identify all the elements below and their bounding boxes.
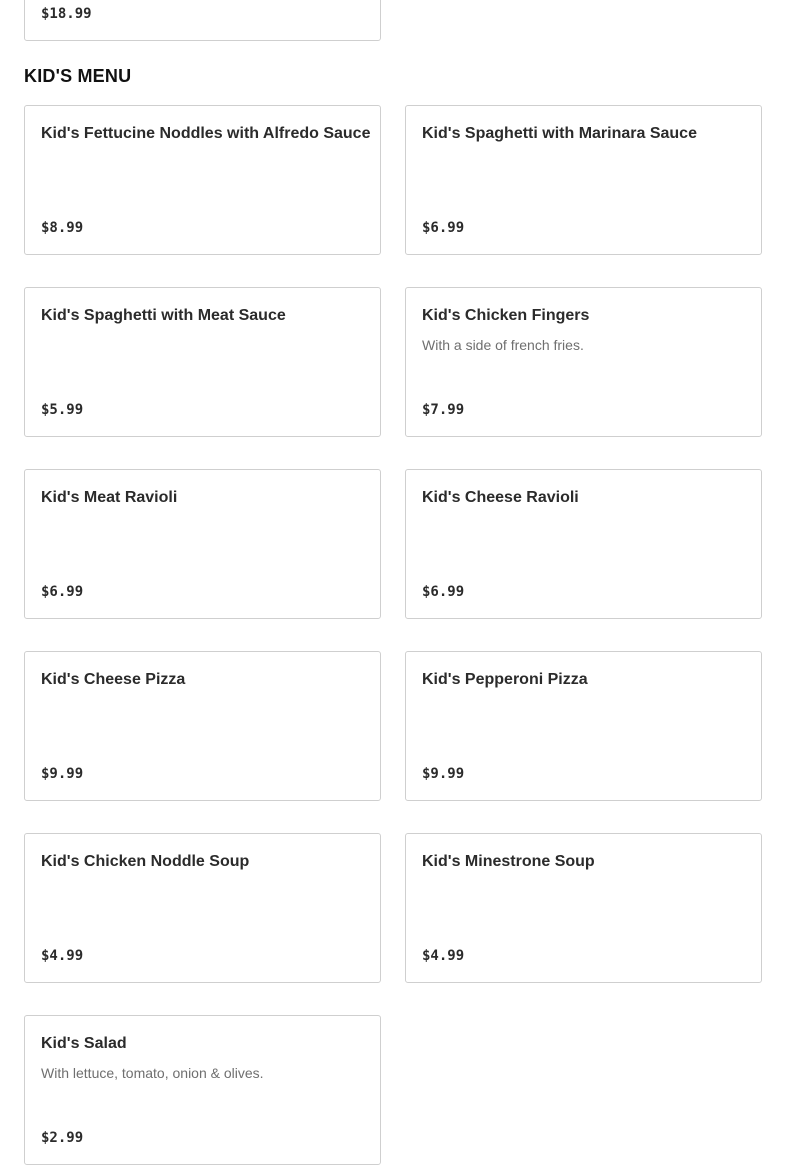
item-description: With lettuce, tomato, onion & olives. <box>41 1065 264 1081</box>
item-name: Kid's Spaghetti with Marinara Sauce <box>422 125 697 142</box>
item-name: Kid's Cheese Pizza <box>41 671 186 688</box>
item-name: Kid's Spaghetti with Meat Sauce <box>41 307 286 324</box>
menu-item-card[interactable] <box>405 833 762 983</box>
item-price: $6.99 <box>41 584 84 600</box>
item-price: $5.99 <box>41 402 84 418</box>
item-price: $9.99 <box>422 766 465 782</box>
item-price: $4.99 <box>422 948 465 964</box>
item-description: With a side of french fries. <box>422 337 584 353</box>
menu-item-card[interactable] <box>24 287 381 437</box>
item-name: Kid's Meat Ravioli <box>41 489 178 506</box>
item-price: $7.99 <box>422 402 465 418</box>
menu-item-card[interactable] <box>24 105 381 255</box>
item-price: $2.99 <box>41 1130 84 1146</box>
item-name: Kid's Chicken Fingers <box>422 307 590 324</box>
menu-item-card[interactable] <box>405 105 762 255</box>
item-price: $8.99 <box>41 220 84 236</box>
item-price: $6.99 <box>422 584 465 600</box>
item-price: $9.99 <box>41 766 84 782</box>
section-title-kids-menu: KID'S MENU <box>24 66 132 86</box>
item-name: Kid's Chicken Noddle Soup <box>41 853 250 870</box>
menu-item-card[interactable] <box>24 1015 381 1165</box>
item-price: $18.99 <box>41 6 92 22</box>
menu-item-card[interactable] <box>405 651 762 801</box>
item-name: Kid's Pepperoni Pizza <box>422 671 588 688</box>
menu-item-card[interactable] <box>24 833 381 983</box>
item-name: Kid's Cheese Ravioli <box>422 489 579 506</box>
menu-item-card[interactable] <box>24 651 381 801</box>
item-name: Kid's Minestrone Soup <box>422 853 595 870</box>
menu-item-card[interactable] <box>405 469 762 619</box>
item-name: Kid's Salad <box>41 1035 127 1052</box>
menu-item-card[interactable] <box>24 0 381 41</box>
item-name: Kid's Fettucine Noddles with Alfredo Sauce <box>41 125 371 142</box>
item-price: $6.99 <box>422 220 465 236</box>
item-price: $4.99 <box>41 948 84 964</box>
menu-item-card[interactable] <box>24 469 381 619</box>
menu-item-card[interactable] <box>405 287 762 437</box>
